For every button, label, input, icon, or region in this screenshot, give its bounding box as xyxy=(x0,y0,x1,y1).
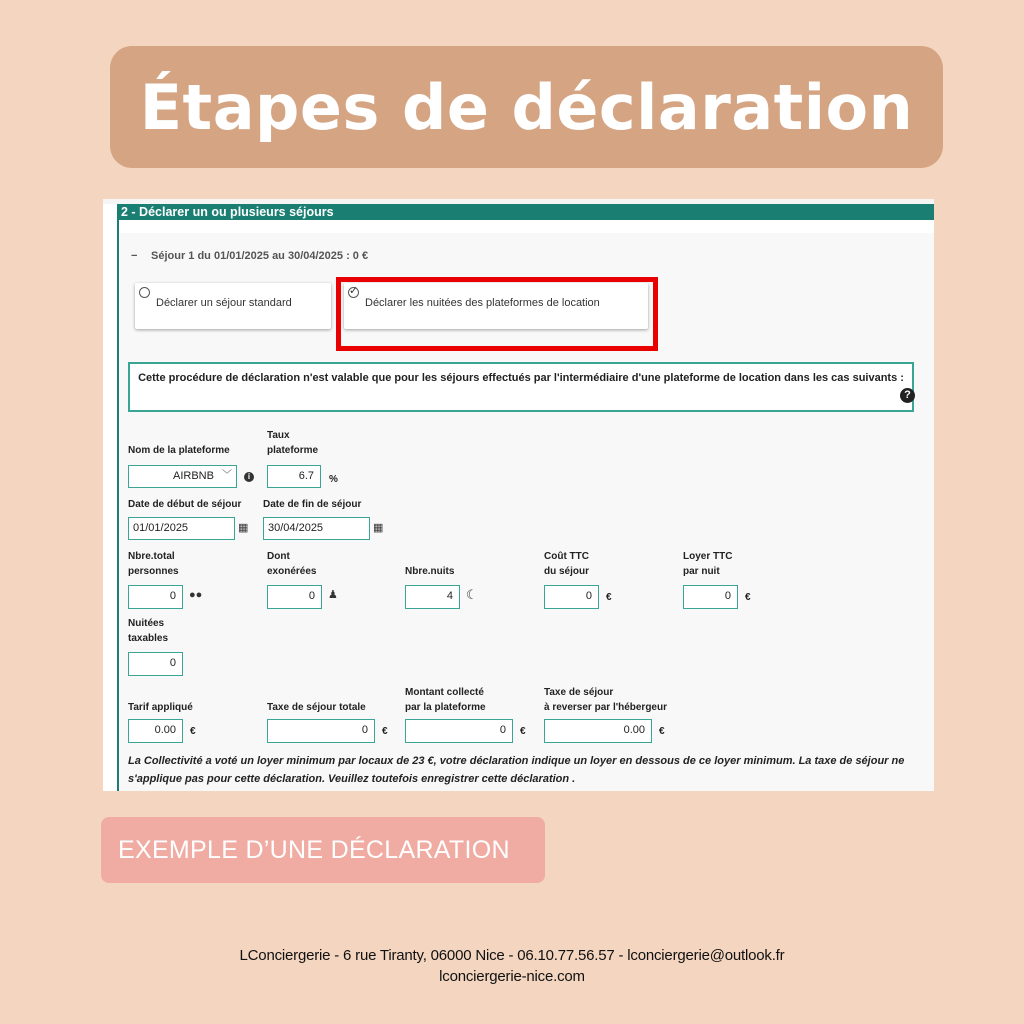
highlight-frame xyxy=(336,277,658,351)
radio-standard[interactable] xyxy=(139,287,150,298)
collected-amount-input[interactable]: 0 xyxy=(405,719,513,743)
platform-rate-label-1: Taux xyxy=(267,430,290,441)
total-tax-label: Taxe de séjour totale xyxy=(267,702,366,713)
rent-per-night-label-1: Loyer TTC xyxy=(683,551,733,562)
exempted-label-2: exonérées xyxy=(267,566,317,577)
start-date-label: Date de début de séjour xyxy=(128,499,242,510)
start-date-input[interactable]: 01/01/2025 xyxy=(128,517,235,540)
euro-sign: € xyxy=(659,726,665,737)
collected-amount-label-1: Montant collecté xyxy=(405,687,484,698)
footer-website[interactable]: lconciergerie-nice.com xyxy=(439,968,585,985)
platform-name-label: Nom de la plateforme xyxy=(128,445,230,456)
form-screenshot xyxy=(103,199,934,791)
title-banner xyxy=(110,46,943,168)
rent-per-night-input[interactable]: 0 xyxy=(683,585,738,609)
calendar-icon[interactable]: ▦ xyxy=(373,522,384,534)
collected-amount-label-2: par la plateforme xyxy=(405,702,486,713)
chevron-down-icon: ﹀ xyxy=(222,470,232,481)
euro-sign: € xyxy=(382,726,388,737)
page-title: Étapes de déclaration xyxy=(139,70,914,144)
footer xyxy=(0,945,1024,987)
taxable-nights-label-2: taxables xyxy=(128,633,169,644)
taxable-nights-input[interactable]: 0 xyxy=(128,652,183,676)
stay-header[interactable] xyxy=(131,250,368,262)
platform-select[interactable] xyxy=(128,465,237,488)
group-icon: ●● xyxy=(189,589,203,601)
calendar-icon[interactable]: ▦ xyxy=(238,522,249,534)
info-icon[interactable]: i xyxy=(244,472,254,482)
total-tax-input[interactable]: 0 xyxy=(267,719,375,743)
end-date-label: Date de fin de séjour xyxy=(263,499,362,510)
child-icon: ♟ xyxy=(328,589,338,601)
platform-rate-label-2: plateforme xyxy=(267,445,319,456)
nights-label: Nbre.nuits xyxy=(405,566,455,577)
stay-cost-input[interactable]: 0 xyxy=(544,585,599,609)
moon-icon: ☾ xyxy=(466,587,478,602)
host-tax-label-1: Taxe de séjour xyxy=(544,687,614,698)
example-badge: EXEMPLE D’UNE DÉCLARATION xyxy=(101,817,545,883)
nights-input[interactable]: 4 xyxy=(405,585,460,609)
platform-rate-input[interactable]: 6.7 xyxy=(267,465,321,488)
rent-per-night-label-2: par nuit xyxy=(683,566,720,577)
stay-cost-label-2: du séjour xyxy=(544,566,590,577)
section-header: 2 - Déclarer un ou plusieurs séjours xyxy=(119,204,934,220)
minimum-rent-notice: La Collectivité a voté un loyer minimum par locaux de 23 €, votre déclaration indique un loyer en dessous de ce loyer minimum. La taxe de séjour ne s'applique pas pour cette déclaration. Veuillez toutefois enregistrer cette déclaration . xyxy=(128,755,905,785)
exempted-input[interactable]: 0 xyxy=(267,585,322,609)
collapse-icon[interactable]: − xyxy=(131,250,138,262)
total-persons-label-1: Nbre.total xyxy=(128,551,175,562)
footer-contact: LConciergerie - 6 rue Tiranty, 06000 Nice - 06.10.77.56.57 - lconciergerie@outlook.fr xyxy=(239,947,785,964)
euro-sign: € xyxy=(745,592,751,603)
applied-rate-label: Tarif appliqué xyxy=(128,702,193,713)
option-standard-label: Déclarer un séjour standard xyxy=(156,297,292,309)
euro-sign: € xyxy=(190,726,196,737)
euro-sign: € xyxy=(606,592,612,603)
help-icon[interactable]: ? xyxy=(900,388,915,403)
stay-cost-label-1: Coût TTC xyxy=(544,551,589,562)
host-tax-label-2: à reverser par l'hébergeur xyxy=(544,702,667,713)
host-tax-input[interactable]: 0.00 xyxy=(544,719,652,743)
option-standard-stay[interactable] xyxy=(135,283,331,329)
total-persons-input[interactable]: 0 xyxy=(128,585,183,609)
end-date-input[interactable]: 30/04/2025 xyxy=(263,517,370,540)
euro-sign: € xyxy=(520,726,526,737)
platform-select-value: AIRBNB xyxy=(173,470,214,482)
applied-rate-input[interactable]: 0.00 xyxy=(128,719,183,743)
total-persons-label-2: personnes xyxy=(128,566,179,577)
stay-summary: Séjour 1 du 01/01/2025 au 30/04/2025 : 0 € xyxy=(151,250,369,262)
info-box: Cette procédure de déclaration n'est valable que pour les séjours effectués par l'intermédiaire d'une plateforme de location dans les cas suivants : xyxy=(128,362,914,412)
percent-sign: % xyxy=(329,474,338,485)
option-platform-label: Déclarer les nuitées des plateformes de location xyxy=(365,297,600,309)
taxable-nights-label-1: Nuitées xyxy=(128,618,165,629)
exempted-label-1: Dont xyxy=(267,551,290,562)
